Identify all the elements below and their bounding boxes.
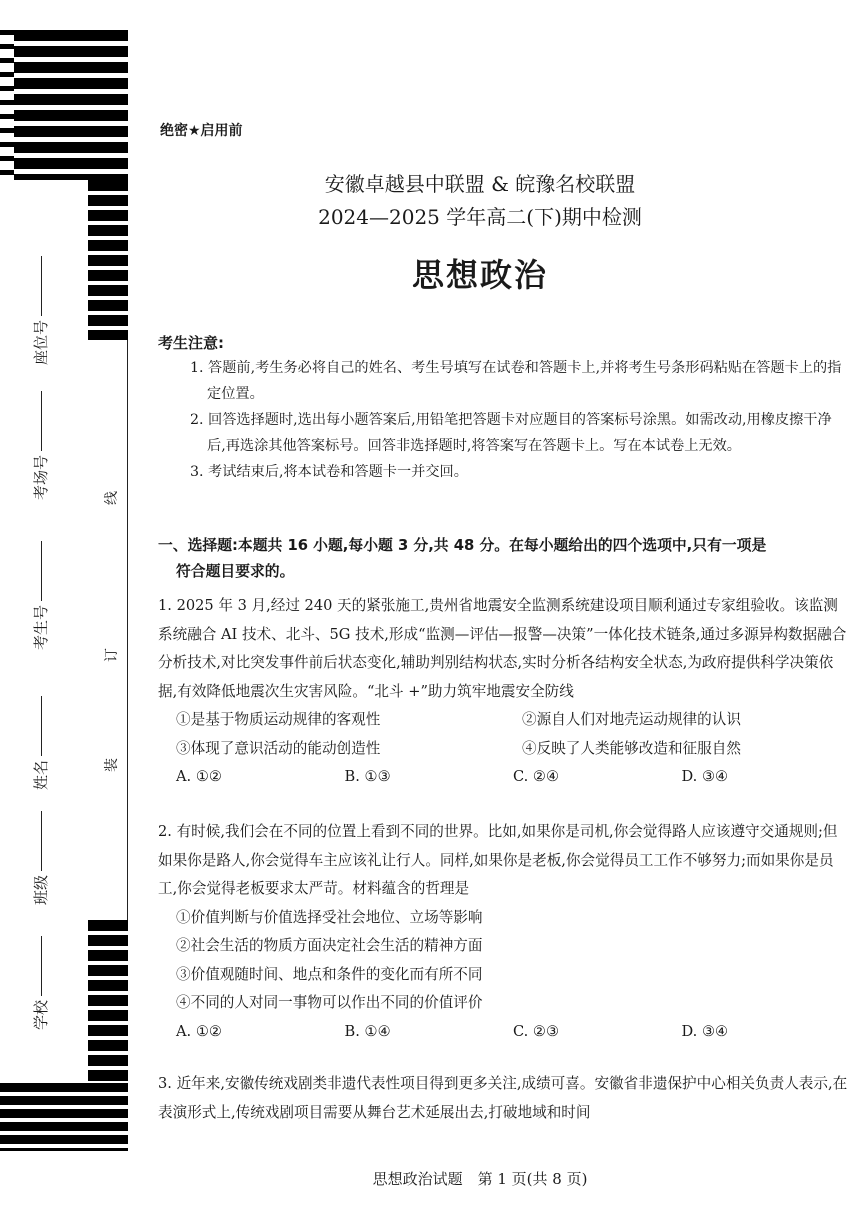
exam-room-field: 考场号 bbox=[30, 391, 51, 500]
section-title-line2: 符合题目要求的。 bbox=[176, 563, 295, 580]
notice-item: 3. 考试结束后,将本试卷和答题卡一并交回。 bbox=[190, 464, 468, 480]
statement-1: ①是基于物质运动规律的客观性 bbox=[176, 711, 381, 728]
question-stem: 1. 2025 年 3 月,经过 240 天的紧张施工,贵州省地震安全监测系统建设项目顺利通过专家组验收。该监测系统融合 AI 技术、北斗、5G 技术,形成“监测—评估—报警—决策”一体化技术链条,通过多源异构数据融合分析技术,对比突发事件前后状态变化,辅助判别结构状态,实时分析各结构安全状态,为政府提供科学决策依据,有效降低地震次生灾害风险。“北斗 +”助力筑牢地震安全防线 bbox=[158, 597, 847, 700]
option-d: D. ③④ bbox=[681, 1022, 729, 1040]
subject-title: 思想政治 bbox=[411, 256, 548, 294]
statement-4: ④不同的人对同一事物可以作出不同的价值评价 bbox=[176, 994, 483, 1011]
question-3 bbox=[158, 1070, 850, 1127]
question-1 bbox=[158, 592, 850, 792]
statement-1: ①价值判断与价值选择受社会地位、立场等影响 bbox=[176, 908, 483, 926]
binding-barcode-bottom bbox=[0, 1083, 128, 1151]
seat-number-field: 座位号 bbox=[30, 256, 51, 365]
question-stem: 3. 近年来,安徽传统戏剧类非遗代表性项目得到更多关注,成绩可喜。安徽省非遗保护中心相关负责人表示,在表演形式上,传统戏剧项目需要从舞台艺术延展出去,打破地域和时间 bbox=[158, 1075, 848, 1121]
cut-line-char-xian: 线 bbox=[104, 491, 120, 505]
statement-2: ②源自人们对地壳运动规律的认识 bbox=[522, 711, 741, 728]
cut-line-char-zhuang: 装 bbox=[104, 758, 120, 772]
notice-item: 1. 答题前,考生务必将自己的姓名、考生号填写在试卷和答题卡上,并将考生号条形码粘贴在答题卡上的指定位置。 bbox=[190, 360, 842, 402]
notice-list bbox=[190, 355, 850, 485]
option-b: B. ①③ bbox=[344, 768, 391, 785]
statement-3: ③体现了意识活动的能动创造性 bbox=[176, 739, 381, 757]
option-d: D. ③④ bbox=[681, 768, 729, 785]
question-stem: 2. 有时候,我们会在不同的位置上看到不同的世界。比如,如果你是司机,你会觉得路人应该遵守交通规则;但如果你是路人,你会觉得车主应该礼让行人。同样,如果你是老板,你会觉得员工工作不够努力;而如果你是员工,你会觉得老板要求太严苛。材料蕴含的哲理是 bbox=[158, 823, 838, 897]
option-a: A. ①② bbox=[176, 1022, 222, 1040]
cut-line-char-ding: 订 bbox=[104, 648, 120, 662]
school-field: 学校 bbox=[30, 936, 51, 1030]
option-c: C. ②④ bbox=[513, 768, 560, 785]
class-field: 班级 bbox=[30, 811, 51, 905]
exam-session-title: 2024—2025 学年高二(下)期中检测 bbox=[318, 205, 642, 229]
answer-options bbox=[158, 1018, 850, 1047]
option-b: B. ①④ bbox=[344, 1022, 391, 1040]
statement-4: ④反映了人类能够改造和征服自然 bbox=[522, 739, 741, 757]
option-a: A. ①② bbox=[176, 768, 222, 785]
secret-mark: 绝密★启用前 bbox=[160, 123, 243, 139]
answer-options bbox=[158, 763, 850, 792]
name-field: 姓名 bbox=[30, 696, 51, 790]
binding-barcode-top bbox=[0, 30, 128, 180]
notice-item: 2. 回答选择题时,选出每小题答案后,用铅笔把答题卡对应题目的答案标号涂黑。如需改动,用橡皮擦干净后,再选涂其他答案标号。回答非选择题时,将答案写在答题卡上。写在本试卷上无效。 bbox=[190, 412, 832, 454]
notice-title: 考生注意: bbox=[158, 334, 224, 352]
option-c: C. ②③ bbox=[513, 1022, 560, 1040]
candidate-number-field: 考生号 bbox=[30, 541, 51, 650]
binding-bars-upper bbox=[88, 180, 128, 340]
statement-3: ③价值观随时间、地点和条件的变化而有所不同 bbox=[176, 965, 483, 983]
section-title-line1: 一、选择题:本题共 16 小题,每小题 3 分,共 48 分。在每小题给出的四个选项中,只有一项是 bbox=[158, 537, 767, 554]
binding-bars-lower bbox=[88, 920, 128, 1085]
question-2 bbox=[158, 818, 850, 1046]
statement-2: ②社会生活的物质方面决定社会生活的精神方面 bbox=[176, 937, 483, 954]
page-footer: 思想政治试题 第 1 页(共 8 页) bbox=[372, 1170, 588, 1188]
section-title bbox=[158, 533, 848, 585]
exam-alliance-title: 安徽卓越县中联盟 & 皖豫名校联盟 bbox=[324, 172, 636, 196]
binding-line bbox=[127, 340, 128, 920]
